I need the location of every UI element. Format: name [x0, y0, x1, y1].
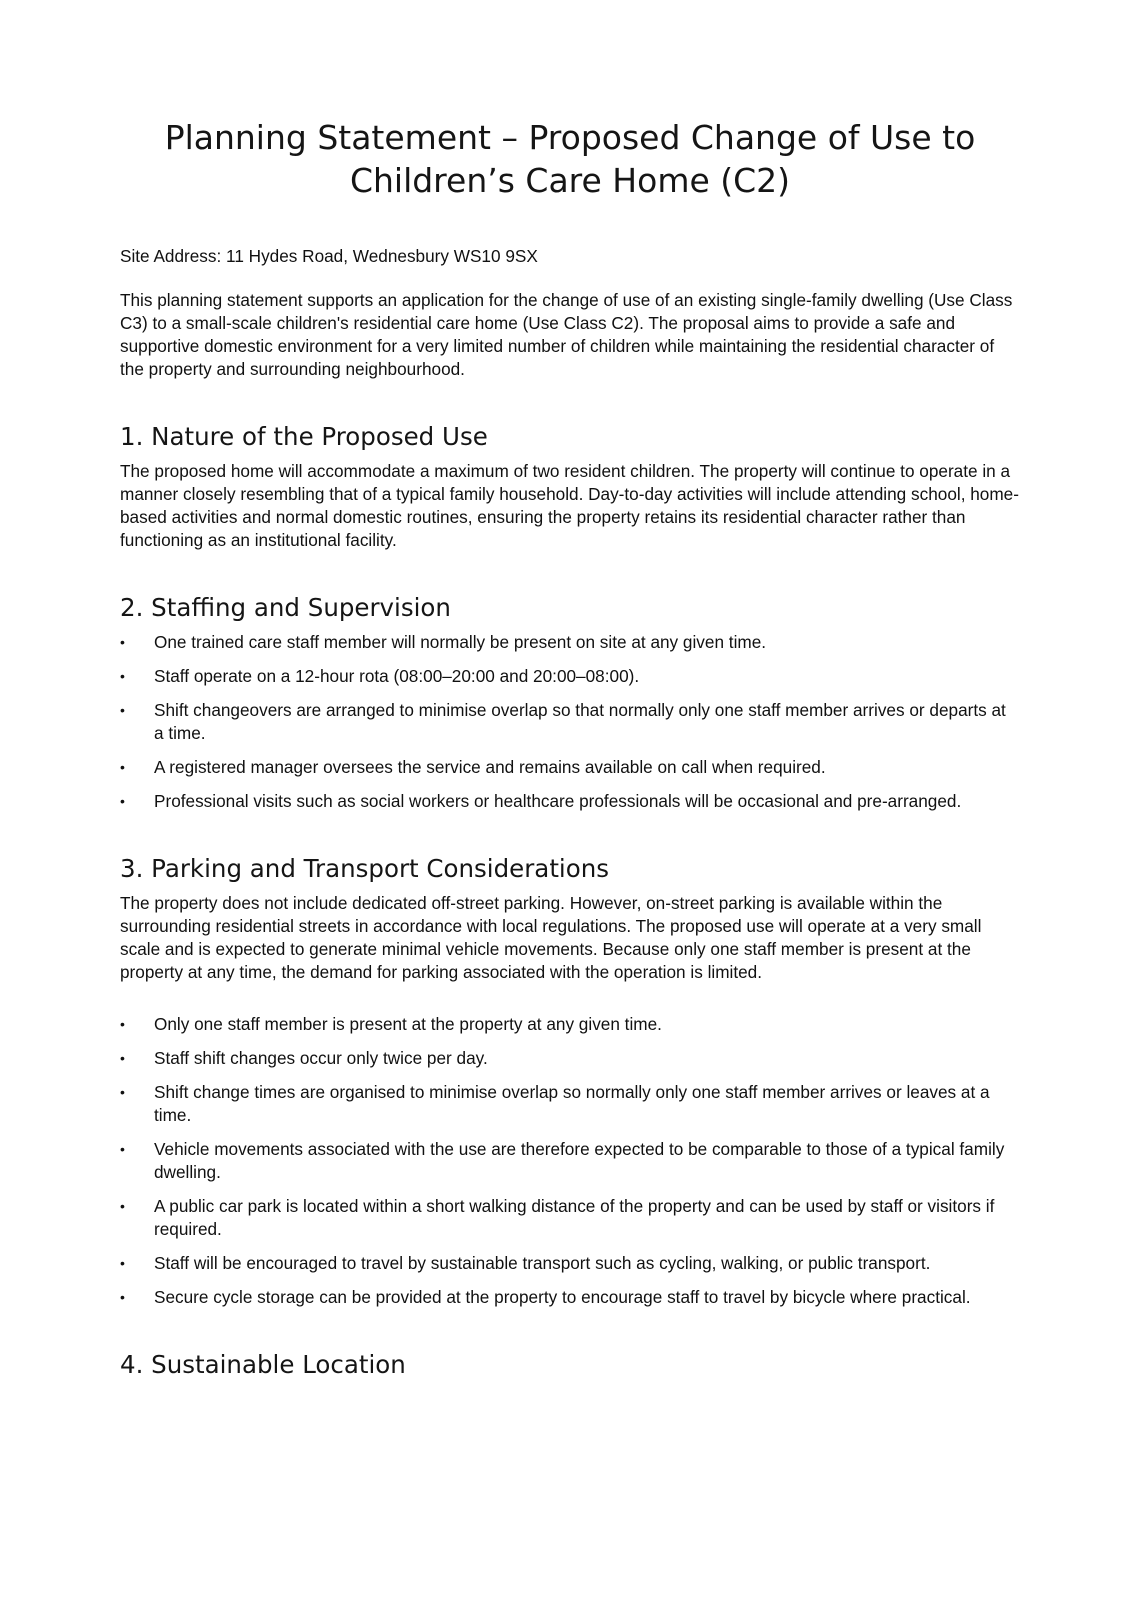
section-paragraph: The proposed home will accommodate a maximum of two resident children. The property will continue to operate in a manner closely resembling that of a typical family household. Day-to-day activities will include attending school, home-based activities and normal domestic routines, ensuring the property retains its residential character rather than functioning as an institutional facility. — [120, 461, 1019, 550]
section-nature-of-proposed-use — [120, 422, 1020, 552]
list-item: • Staff operate on a 12-hour rota (08:00–20:00 and 20:00–08:00). — [120, 665, 1020, 688]
site-address: Site Address: 11 Hydes Road, Wednesbury WS10 9SX — [120, 246, 538, 266]
section-sustainable-location — [120, 1350, 1020, 1380]
bullet-list — [120, 1013, 1020, 1309]
document-content — [120, 116, 1020, 1380]
section-staffing-and-supervision — [120, 593, 1020, 813]
list-item: • Professional visits such as social workers or healthcare professionals will be occasional and pre-arranged. — [120, 790, 1020, 813]
section-parking-and-transport — [120, 854, 1020, 1309]
list-item: • Only one staff member is present at the property at any given time. — [120, 1013, 1020, 1036]
list-item: • Vehicle movements associated with the use are therefore expected to be comparable to those of a typical family dwelling. — [120, 1138, 1020, 1184]
section-heading: 1. Nature of the Proposed Use — [120, 422, 488, 451]
list-item: • Secure cycle storage can be provided at the property to encourage staff to travel by bicycle where practical. — [120, 1286, 1020, 1309]
intro-paragraph: This planning statement supports an application for the change of use of an existing single-family dwelling (Use Class C3) to a small-scale children's residential care home (Use Class C2). The proposal aims to provide a safe and supportive domestic environment for a very limited number of children while maintaining the residential character of the property and surrounding neighbourhood. — [120, 290, 1013, 379]
bullet-list — [120, 631, 1020, 813]
list-item: • Shift changeovers are arranged to minimise overlap so that normally only one staff member arrives or departs at a time. — [120, 699, 1020, 745]
list-item: • One trained care staff member will normally be present on site at any given time. — [120, 631, 1020, 654]
document-title: Planning Statement – Proposed Change of Use to Children’s Care Home (C2) — [164, 118, 976, 200]
list-item: • Shift change times are organised to minimise overlap so normally only one staff member arrives or leaves at a time. — [120, 1081, 1020, 1127]
list-item: • Staff will be encouraged to travel by sustainable transport such as cycling, walking, or public transport. — [120, 1252, 1020, 1275]
section-heading: 2. Staffing and Supervision — [120, 593, 451, 622]
list-item: • A public car park is located within a short walking distance of the property and can be used by staff or visitors if required. — [120, 1195, 1020, 1241]
section-heading: 3. Parking and Transport Considerations — [120, 854, 610, 883]
section-paragraph: The property does not include dedicated off-street parking. However, on-street parking is available within the surrounding residential streets in accordance with local regulations. The proposed use will operate at a very small scale and is expected to generate minimal vehicle movements. Because only one staff member is present at the property at any time, the demand for parking associated with the operation is limited. — [120, 893, 982, 982]
section-heading: 4. Sustainable Location — [120, 1350, 406, 1379]
list-item: • Staff shift changes occur only twice per day. — [120, 1047, 1020, 1070]
list-item: • A registered manager oversees the service and remains available on call when required. — [120, 756, 1020, 779]
